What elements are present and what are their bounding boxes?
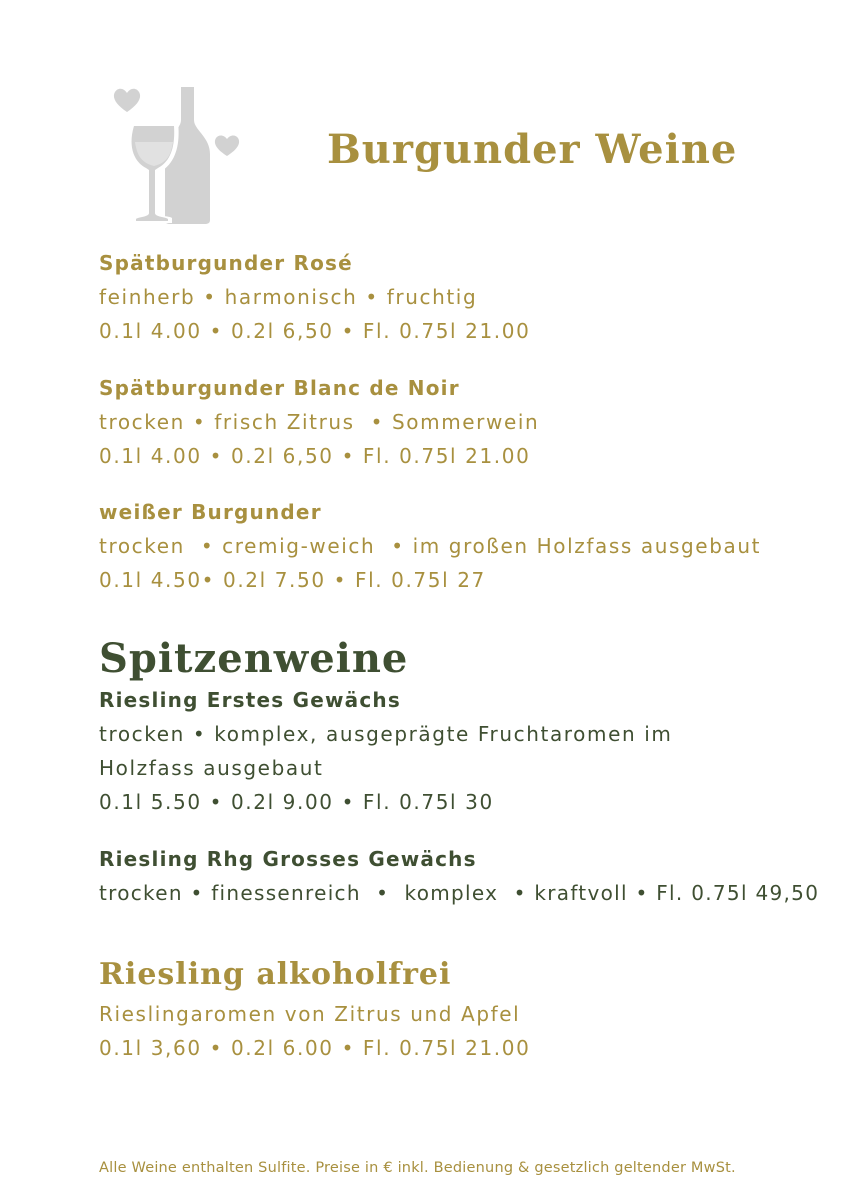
burgunder-section-title: Burgunder Weine bbox=[327, 126, 738, 173]
wine-item bbox=[99, 246, 799, 348]
wine-description: trocken • komplex, ausgeprägte Fruchtaromen im Holzfass ausgebaut bbox=[99, 722, 673, 780]
wine-bottle-glass-hearts-icon bbox=[108, 82, 248, 228]
wine-prices: 0.1l 4.00 • 0.2l 6,50 • Fl. 0.75l 21.00 bbox=[99, 444, 531, 468]
wine-name: weißer Burgunder bbox=[99, 500, 322, 524]
wine-item bbox=[99, 997, 799, 1065]
wine-description: trocken • finessenreich • komplex • kraftvoll • Fl. 0.75l 49,50 bbox=[99, 881, 820, 905]
wine-prices: 0.1l 3,60 • 0.2l 6.00 • Fl. 0.75l 21.00 bbox=[99, 1036, 531, 1060]
wine-prices: 0.1l 4.50• 0.2l 7.50 • Fl. 0.75l 27 bbox=[99, 568, 486, 592]
wine-name: Riesling Rhg Grosses Gewächs bbox=[99, 847, 477, 871]
wine-description: trocken • frisch Zitrus • Sommerwein bbox=[99, 410, 540, 434]
spitzenweine-section-title: Spitzenweine bbox=[99, 635, 409, 682]
wine-name: Spätburgunder Blanc de Noir bbox=[99, 376, 460, 400]
wine-item bbox=[99, 842, 820, 910]
wine-name: Riesling Erstes Gewächs bbox=[99, 688, 401, 712]
wine-description: trocken • cremig-weich • im großen Holzfass ausgebaut bbox=[99, 534, 762, 558]
wine-description: Rieslingaromen von Zitrus und Apfel bbox=[99, 1002, 521, 1026]
wine-prices: 0.1l 4.00 • 0.2l 6,50 • Fl. 0.75l 21.00 bbox=[99, 319, 531, 343]
wine-item bbox=[99, 495, 799, 597]
wine-prices: 0.1l 5.50 • 0.2l 9.00 • Fl. 0.75l 30 bbox=[99, 790, 494, 814]
wine-name: Spätburgunder Rosé bbox=[99, 251, 353, 275]
alkoholfrei-section-title: Riesling alkoholfrei bbox=[99, 957, 452, 992]
wine-item bbox=[99, 371, 799, 473]
footer-note: Alle Weine enthalten Sulfite. Preise in € inkl. Bedienung & gesetzlich geltender MwSt. bbox=[99, 1160, 736, 1176]
wine-item bbox=[99, 683, 799, 819]
wine-description: feinherb • harmonisch • fruchtig bbox=[99, 285, 478, 309]
